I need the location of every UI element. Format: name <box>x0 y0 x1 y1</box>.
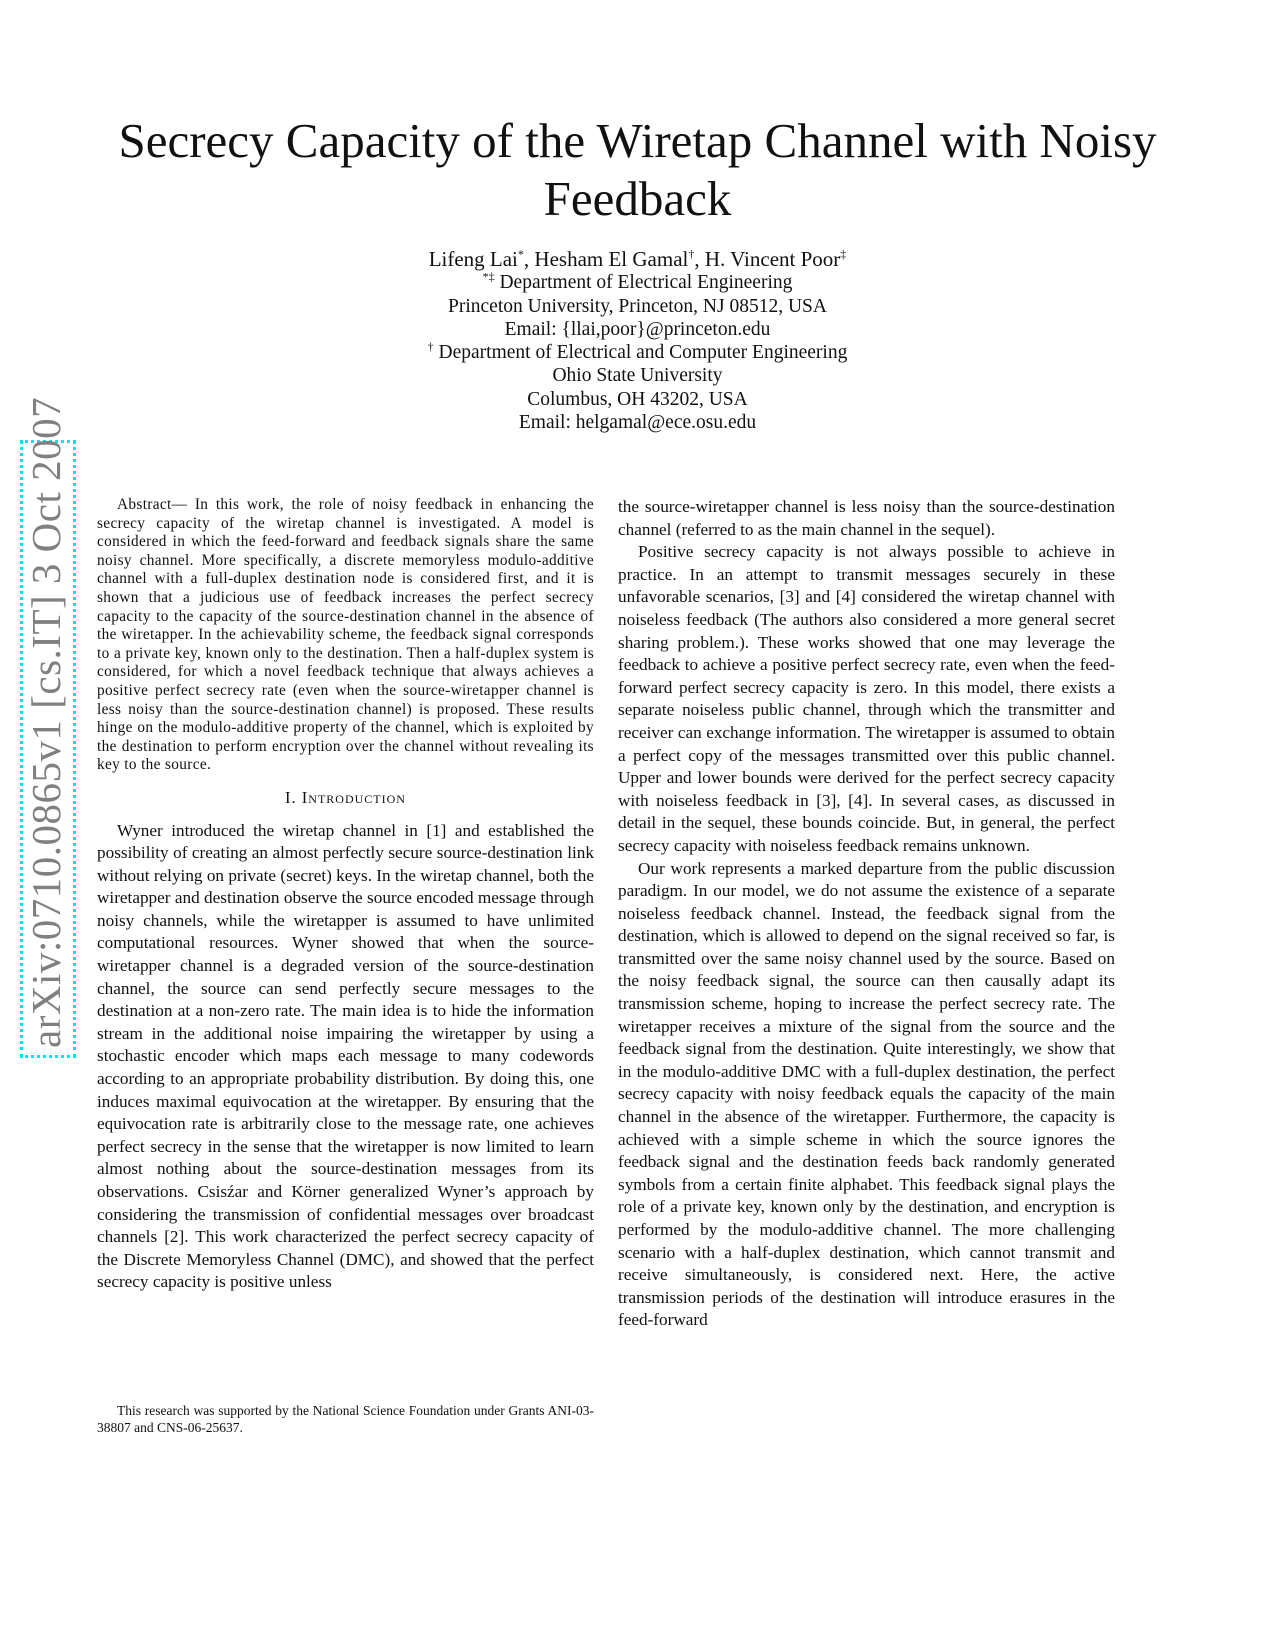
affiliation-line <box>300 341 975 364</box>
right-column <box>618 496 1115 1332</box>
body-paragraph: Our work represents a marked departure from the public discussion paradigm. In our model, we do not assume the existence of a separate noiseless feedback channel. Instead, the feedback signal from the destination, which is allowed to depend on the signal received so far, is transmitted over the same noisy channel used by the source. Based on the noisy feedback signal, the source can then causally adapt its transmission scheme, hoping to increase the perfect secrecy rate. The wiretapper receives a mixture of the signal from the source and the feedback signal from the destination. Quite interestingly, we show that in the modulo-additive DMC with a full-duplex destination, the perfect secrecy capacity with noisy feedback equals the capacity of the main channel in the absence of the wiretapper. Furthermore, the capacity is achieved with a simple scheme in which the source ignores the feedback signal and the destination feeds back randomly generated symbols from a certain finite alphabet. This feedback signal plays the role of a private key, known only by the destination, and encryption is performed by the modulo-additive channel. The more challenging scenario with a half-duplex destination, which cannot transmit and receive simultaneously, is considered next. Here, the active transmission periods of the destination will introduce erasures in the feed-forward <box>618 858 1115 1330</box>
left-column <box>97 496 594 1294</box>
section-title: Introduction <box>301 787 406 807</box>
footnote-text: This research was supported by the National Science Foundation under Grants ANI-03-38807 and CNS-06-25637. <box>97 1403 594 1435</box>
body-paragraph-continuation: the source-wiretapper channel is less noisy than the source-destination channel (referred to as the main channel in the sequel). <box>618 497 1115 539</box>
body-paragraph: Positive secrecy capacity is not always possible to achieve in practice. In an attempt to transmit messages securely in these unfavorable scenarios, [3] and [4] considered the wiretap channel with noiseless feedback (The authors also considered a more general secret sharing problem.). These works showed that one may leverage the feedback to achieve a positive perfect secrecy rate, even when the feed-forward perfect secrecy capacity is zero. In this model, there exists a separate noiseless public channel, through which the transmitter and receiver can exchange information. The wiretapper is assumed to obtain a perfect copy of the messages transmitted over this public channel. Upper and lower bounds were derived for the perfect secrecy capacity with noiseless feedback in [3], [4]. In several cases, as discussed in detail in the sequel, these bounds coincide. But, in general, the perfect secrecy capacity with noiseless feedback remains unknown. <box>618 542 1115 855</box>
section-number: I. <box>285 787 302 807</box>
paper-title: Secrecy Capacity of the Wiretap Channel with Noisy Feedback <box>118 113 1157 226</box>
affiliation-line: Ohio State University <box>552 365 723 387</box>
email-line: Email: helgamal@ece.osu.edu <box>518 412 757 434</box>
author-mark: † <box>688 247 695 261</box>
author-mark: ‡ <box>840 247 847 261</box>
affiliation-mark: † <box>427 339 434 354</box>
affiliation-line: Princeton University, Princeton, NJ 08512, USA <box>448 295 827 317</box>
author-names: Lifeng Lai*, Hesham El Gamal†, H. Vincent Poor‡ <box>428 247 847 271</box>
email-line: Email: {llai,poor}@princeton.edu <box>504 318 771 340</box>
abstract <box>97 496 594 775</box>
author-block <box>300 248 975 434</box>
author-mark: * <box>517 247 524 261</box>
author-name: H. Vincent Poor <box>704 247 841 271</box>
abstract-text: Abstract— In this work, the role of noisy feedback in enhancing the secrecy capacity of the wiretap channel is investigated. A model is considered in which the feed-forward and feedback signals share the same noisy channel. More specifically, a discrete memoryless modulo-additive channel with a full-duplex destination node is considered first, and it is shown that a judicious use of feedback increases the perfect secrecy capacity to the capacity of the source-destination channel in the absence of the wiretapper. In the achievability scheme, the feedback signal corresponds to a private key, known only to the destination. Then a half-duplex system is considered, for which a novel feedback technique that always achieves a positive perfect secrecy rate (even when the source-wiretapper channel is less noisy than the source-destination channel) is proposed. These results hinge on the modulo-additive property of the channel, which is exploited by the destination to perform encryption over the channel without revealing its key to the source. <box>97 496 594 774</box>
affiliation-line: Columbus, OH 43202, USA <box>527 388 748 410</box>
body-paragraph: Wyner introduced the wiretap channel in [1] and established the possibility of creating an almost perfectly secure source-destination link without relying on private (secret) keys. In the wiretap channel, both the wiretapper and destination observe the source encoded message through noisy channels, while the wiretapper is assumed to have unlimited computational resources. Wyner showed that when the source-wiretapper channel is a degraded version of the source-destination channel, the source can send perfectly secure messages to the destination at a non-zero rate. The main idea is to hide the information stream in the additional noise impairing the wiretapper by using a stochastic encoder which maps each message to many codewords according to an appropriate probability distribution. By doing this, one induces maximal equivocation at the wiretapper. By ensuring that the equivocation rate is arbitrarily close to the message rate, one achieves perfect secrecy in the sense that the wiretapper is now limited to learn almost nothing about the source-destination messages from its observations. Csisźar and Körner generalized Wyner’s approach by considering the transmission of confidential messages over broadcast channels [2]. This work characterized the perfect secrecy capacity of the Discrete Memoryless Channel (DMC), and showed that the perfect secrecy capacity is positive unless <box>97 820 594 1292</box>
arxiv-stamp-text[interactable]: arXiv:0710.0865v1 [cs.IT] 3 Oct 2007 <box>23 396 69 1048</box>
affiliation-mark: *‡ <box>482 269 495 284</box>
author-name: Hesham El Gamal <box>534 247 689 271</box>
section-heading <box>97 787 594 810</box>
footnote <box>97 1402 594 1436</box>
affiliation-line <box>300 271 975 294</box>
affiliation-text: Department of Electrical and Computer Engineering <box>433 342 848 364</box>
author-name: Lifeng Lai <box>428 247 518 271</box>
affiliation-text: Department of Electrical Engineering <box>494 272 793 294</box>
